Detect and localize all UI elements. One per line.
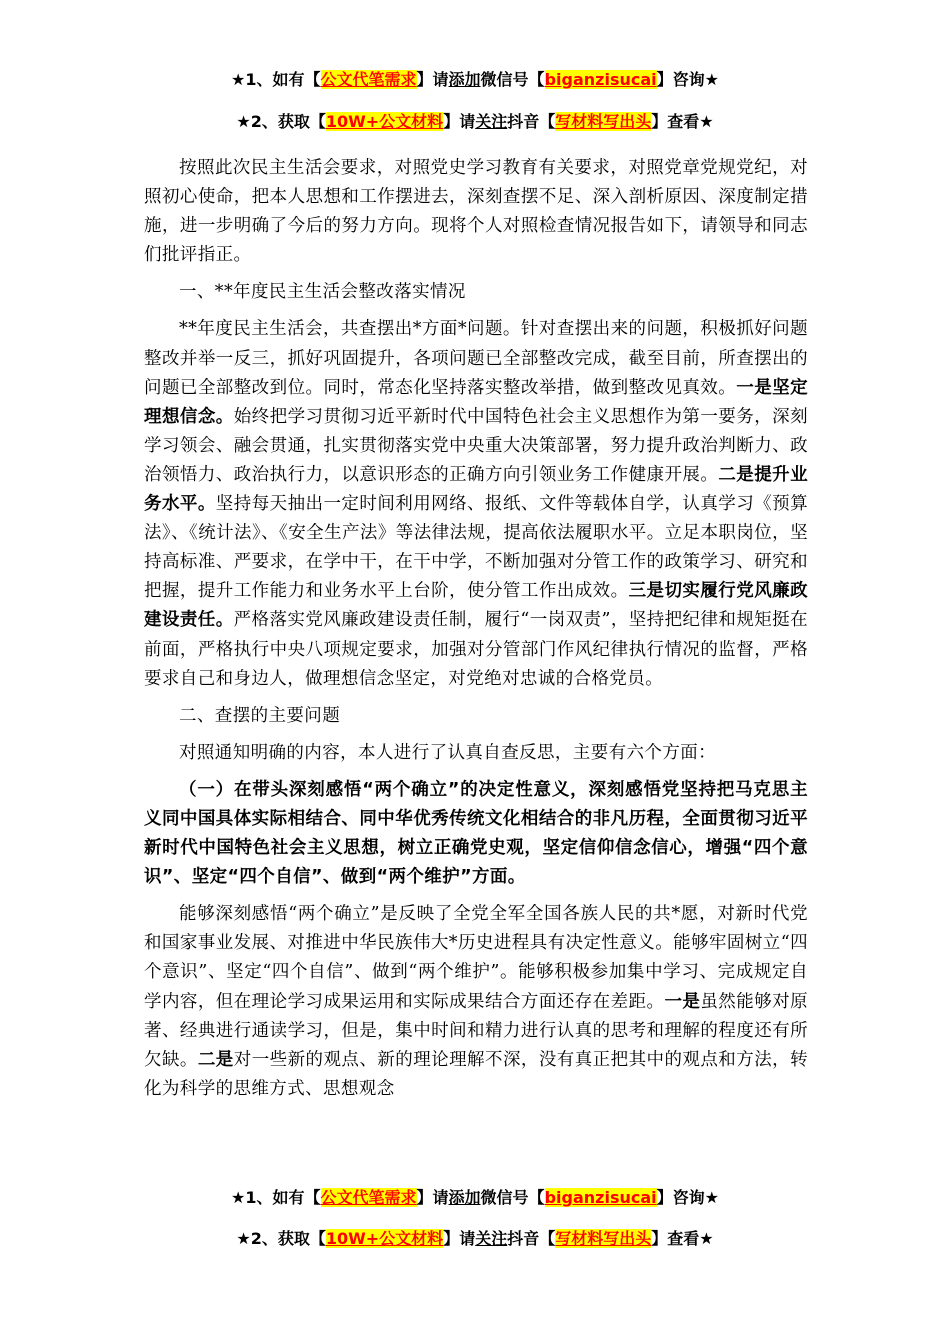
paragraph-text: 对一些新的观点、新的理论理解不深，没有真正把其中的观点和方法，转化为科学的思维方式、思想观念 bbox=[144, 1049, 808, 1099]
banner-text: 】咨询★ bbox=[656, 70, 719, 89]
banner-text: 】请 bbox=[416, 1188, 449, 1207]
bold-lead: 一是 bbox=[664, 991, 701, 1012]
paragraph-text: 始终把学习贯彻习近平新时代中国特色社会主义思想作为第一要务，深刻学习领会、融会贯通，扎实贯彻落实党中央重大决策部署，努力提升政治判断力、政治领悟力、政治执行力，以意识形态的正确方向引领业务工作健康开展。 bbox=[144, 406, 808, 485]
intro-paragraph: 按照此次民主生活会要求，对照党史学习教育有关要求，对照党章党规党纪，对照初心使命，把本人思想和工作摆进去，深刻查摆不足、深入剖析原因、深度制定措施，进一步明确了今后的努力方向。现将个人对照检查情况报告如下，请领导和同志们批评指正。 bbox=[144, 158, 808, 266]
document-body bbox=[144, 154, 808, 1104]
section1-paragraph bbox=[144, 315, 808, 693]
section-heading-2: 二、查摆的主要问题 bbox=[179, 705, 341, 726]
banner-text: ★2、获取【 bbox=[236, 1229, 326, 1248]
banner-highlight: 公文代笔需求 bbox=[320, 1188, 417, 1207]
banner-text: 】查看★ bbox=[651, 1229, 714, 1248]
banner-underlined: 关注 bbox=[475, 112, 508, 131]
bold-lead: 一是坚定理想信念。 bbox=[144, 377, 808, 427]
banner-text: 】请 bbox=[443, 1229, 476, 1248]
banner-highlight: 10W+公文材料 bbox=[325, 1229, 444, 1248]
banner-highlight: biganzisucai bbox=[544, 70, 657, 89]
banner-text: 抖音【 bbox=[507, 1229, 556, 1248]
promo-banner-bottom-line1 bbox=[0, 1186, 950, 1210]
banner-text: 】请 bbox=[443, 112, 476, 131]
paragraph-text: 严格落实党风廉政建设责任制，履行“一岗双责”，坚持把纪律和规矩挺在前面，严格执行中央八项规定要求，加强对分管部门作风纪律执行情况的监督，严格要求自己和身边人，做理想信念坚定，对党绝对忠诚的合格党员。 bbox=[144, 610, 808, 689]
banner-underlined: 添加 bbox=[448, 1188, 481, 1207]
bold-lead: 二是 bbox=[197, 1049, 234, 1070]
banner-underlined: 关注 bbox=[475, 1229, 508, 1248]
banner-highlight: 写材料写出头 bbox=[555, 112, 652, 131]
bold-lead: 三是切实履行党风廉政建设责任。 bbox=[144, 581, 808, 631]
paragraph-text: 能够深刻感悟“两个确立”是反映了全党全军全国各族人民的共*愿，对新时代党和国家事业发展、对推进中华民族伟大*历史进程具有决定性意义。能够牢固树立“四个意识”、坚定“四个自信”、做到“两个维护”。能够积极参加集中学习、完成规定自学内容，但在理论学习成果运用和实际成果结合方面还存在差距。 bbox=[144, 904, 808, 1012]
section2-intro: 对照通知明确的内容，本人进行了认真自查反思，主要有六个方面： bbox=[179, 742, 716, 763]
banner-text: 微信号【 bbox=[480, 70, 545, 89]
banner-highlight: 写材料写出头 bbox=[555, 1229, 652, 1248]
banner-underlined: 添加 bbox=[448, 70, 481, 89]
promo-banner-top-line2 bbox=[0, 110, 950, 134]
banner-text: ★1、如有【 bbox=[231, 70, 321, 89]
banner-highlight: biganzisucai bbox=[544, 1188, 657, 1207]
banner-text: 抖音【 bbox=[507, 112, 556, 131]
paragraph-text: 坚持每天抽出一定时间利用网络、报纸、文件等载体自学，认真学习《预算法》、《统计法》、《安全生产法》等法律法规，提高依法履职水平。立足本职岗位，坚持高标准、严要求，在学中干，在干中学，不断加强对分管工作的政策学习、研究和把握，提升工作能力和业务水平上台阶，使分管工作出成效。 bbox=[144, 494, 808, 602]
banner-text: 】请 bbox=[416, 70, 449, 89]
bold-lead: 二是提升业务水平。 bbox=[144, 464, 808, 515]
promo-banner-top-line1 bbox=[0, 68, 950, 92]
paragraph-text: **年度民主生活会，共查摆出*方面*问题。针对查摆出来的问题，积极抓好问题整改并举一反三，抓好巩固提升，各项问题已全部整改完成，截至目前，所查摆出的问题已全部整改到位。同时，常态化坚持落实整改举措，做到整改见真效。 bbox=[144, 319, 808, 398]
promo-banner-bottom-line2 bbox=[0, 1227, 950, 1251]
banner-text: ★2、获取【 bbox=[236, 112, 326, 131]
banner-highlight: 公文代笔需求 bbox=[320, 70, 417, 89]
banner-text: 】咨询★ bbox=[656, 1188, 719, 1207]
banner-highlight: 10W+公文材料 bbox=[325, 112, 444, 131]
paragraph-text: 虽然能够对原著、经典进行通读学习，但是，集中时间和精力进行认真的思考和理解的程度还有所欠缺。 bbox=[144, 991, 808, 1070]
banner-text: 微信号【 bbox=[480, 1188, 545, 1207]
banner-text: 】查看★ bbox=[651, 112, 714, 131]
subsection-heading-1: （一）在带头深刻感悟“两个确立”的决定性意义，深刻感悟党坚持把马克思主义同中国具体实际相结合、同中华优秀传统文化相结合的非凡历程，全面贯彻习近平新时代中国特色社会主义思想，树立正确党史观，坚定信仰信念信心，增强“四个意识”、坚定“四个自信”、做到“两个维护”方面。 bbox=[144, 779, 808, 888]
subsection1-paragraph bbox=[144, 900, 808, 1104]
banner-text: ★1、如有【 bbox=[231, 1188, 321, 1207]
section-heading-1: 一、**年度民主生活会整改落实情况 bbox=[179, 282, 466, 303]
